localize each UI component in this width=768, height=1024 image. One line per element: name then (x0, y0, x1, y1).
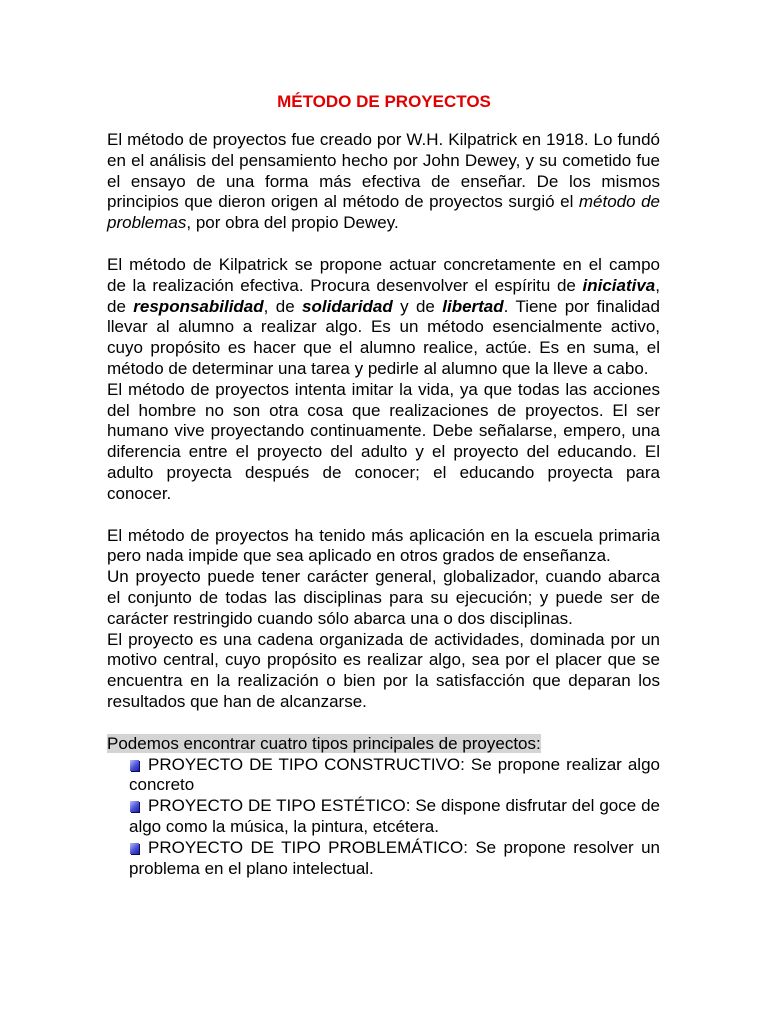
list-item (129, 838, 660, 880)
list-item (129, 755, 660, 797)
square-bullet-icon (130, 760, 139, 771)
text-span: y de (392, 296, 443, 316)
paragraph-gap (107, 505, 660, 526)
bold-term-solidaridad: solidaridad (302, 296, 393, 316)
text-span: El método de Kilpatrick se propone actuar concretamente en el campo de la realización efectiva. Procura desenvolver el espíritu de (107, 254, 660, 295)
bold-term-libertad: libertad (442, 296, 504, 316)
list-item-text: PROYECTO DE TIPO CONSTRUCTIVO: Se propone realizar algo concreto (129, 754, 660, 795)
bold-term-responsabilidad: responsabilidad (133, 296, 264, 316)
text-span: , de (107, 275, 660, 316)
paragraph-cadena: El proyecto es una cadena organizada de actividades, dominada por un motivo central, cuyo propósito es realizar algo, sea por el placer que se encuentra en la realización o bien por la satisfacción que deparan los resultados que han de alcanzarse. (107, 629, 660, 711)
highlighted-heading: Podemos encontrar cuatro tipos principales de proyectos: (107, 733, 541, 753)
text-span: , de (263, 296, 303, 316)
text-span: , por obra del propio Dewey. (186, 213, 399, 233)
paragraph-imitar-vida: El método de proyectos intenta imitar la vida, ya que todas las acciones del hombre no son otra cosa que realizaciones de proyectos. El ser humano vive proyectando continuamente. Debe señalarse, empero, una diferencia entre el proyecto del adulto y el proyecto del educando. El adulto proyecta después de conocer; el educando proyecta para conocer. (107, 379, 660, 503)
italic-term: método de problemas (107, 192, 660, 233)
paragraph-origin (107, 130, 660, 234)
bold-term-iniciativa: iniciativa (582, 275, 656, 295)
types-heading (107, 734, 660, 755)
square-bullet-icon (130, 801, 139, 812)
list-item-text: PROYECTO DE TIPO PROBLEMÁTICO: Se propone resolver un problema en el plano intelectual. (129, 837, 660, 878)
document-body (107, 130, 660, 879)
paragraph-aplicacion: El método de proyectos ha tenido más aplicación en la escuela primaria pero nada impide que sea aplicado en otros grados de enseñanza. (107, 525, 660, 566)
list-item-text: PROYECTO DE TIPO ESTÉTICO: Se dispone disfrutar del goce de algo como la música, la pintura, etcétera. (129, 796, 660, 836)
paragraph-kilpatrick (107, 255, 660, 380)
square-bullet-icon (130, 843, 139, 854)
paragraph-caracter: Un proyecto puede tener carácter general, globalizador, cuando abarca el conjunto de todas las disciplinas para su ejecución; y puede ser de carácter restringido cuando sólo abarca una o dos disciplinas. (107, 567, 660, 628)
page-title: MÉTODO DE PROYECTOS (277, 92, 491, 111)
paragraph-gap (107, 713, 660, 734)
types-list (107, 755, 660, 880)
list-item (129, 796, 660, 838)
paragraph-gap (107, 234, 660, 255)
text-span: El método de proyectos fue creado por W.H. Kilpatrick en 1918. Lo fundó en el análisis del pensamiento hecho por John Dewey, y su cometido fue el ensayo de una forma más efectiva de enseñar. De los mismos principios que dieron origen al método de proyectos surgió el (107, 130, 660, 212)
text-span: . Tiene por finalidad llevar al alumno a realizar algo. Es un método esencialmente activo, cuyo propósito es hacer que el alumno realice, actúe. Es en suma, el método de determinar una tarea y pedirle al alumno que la lleve a cabo. (107, 296, 660, 378)
